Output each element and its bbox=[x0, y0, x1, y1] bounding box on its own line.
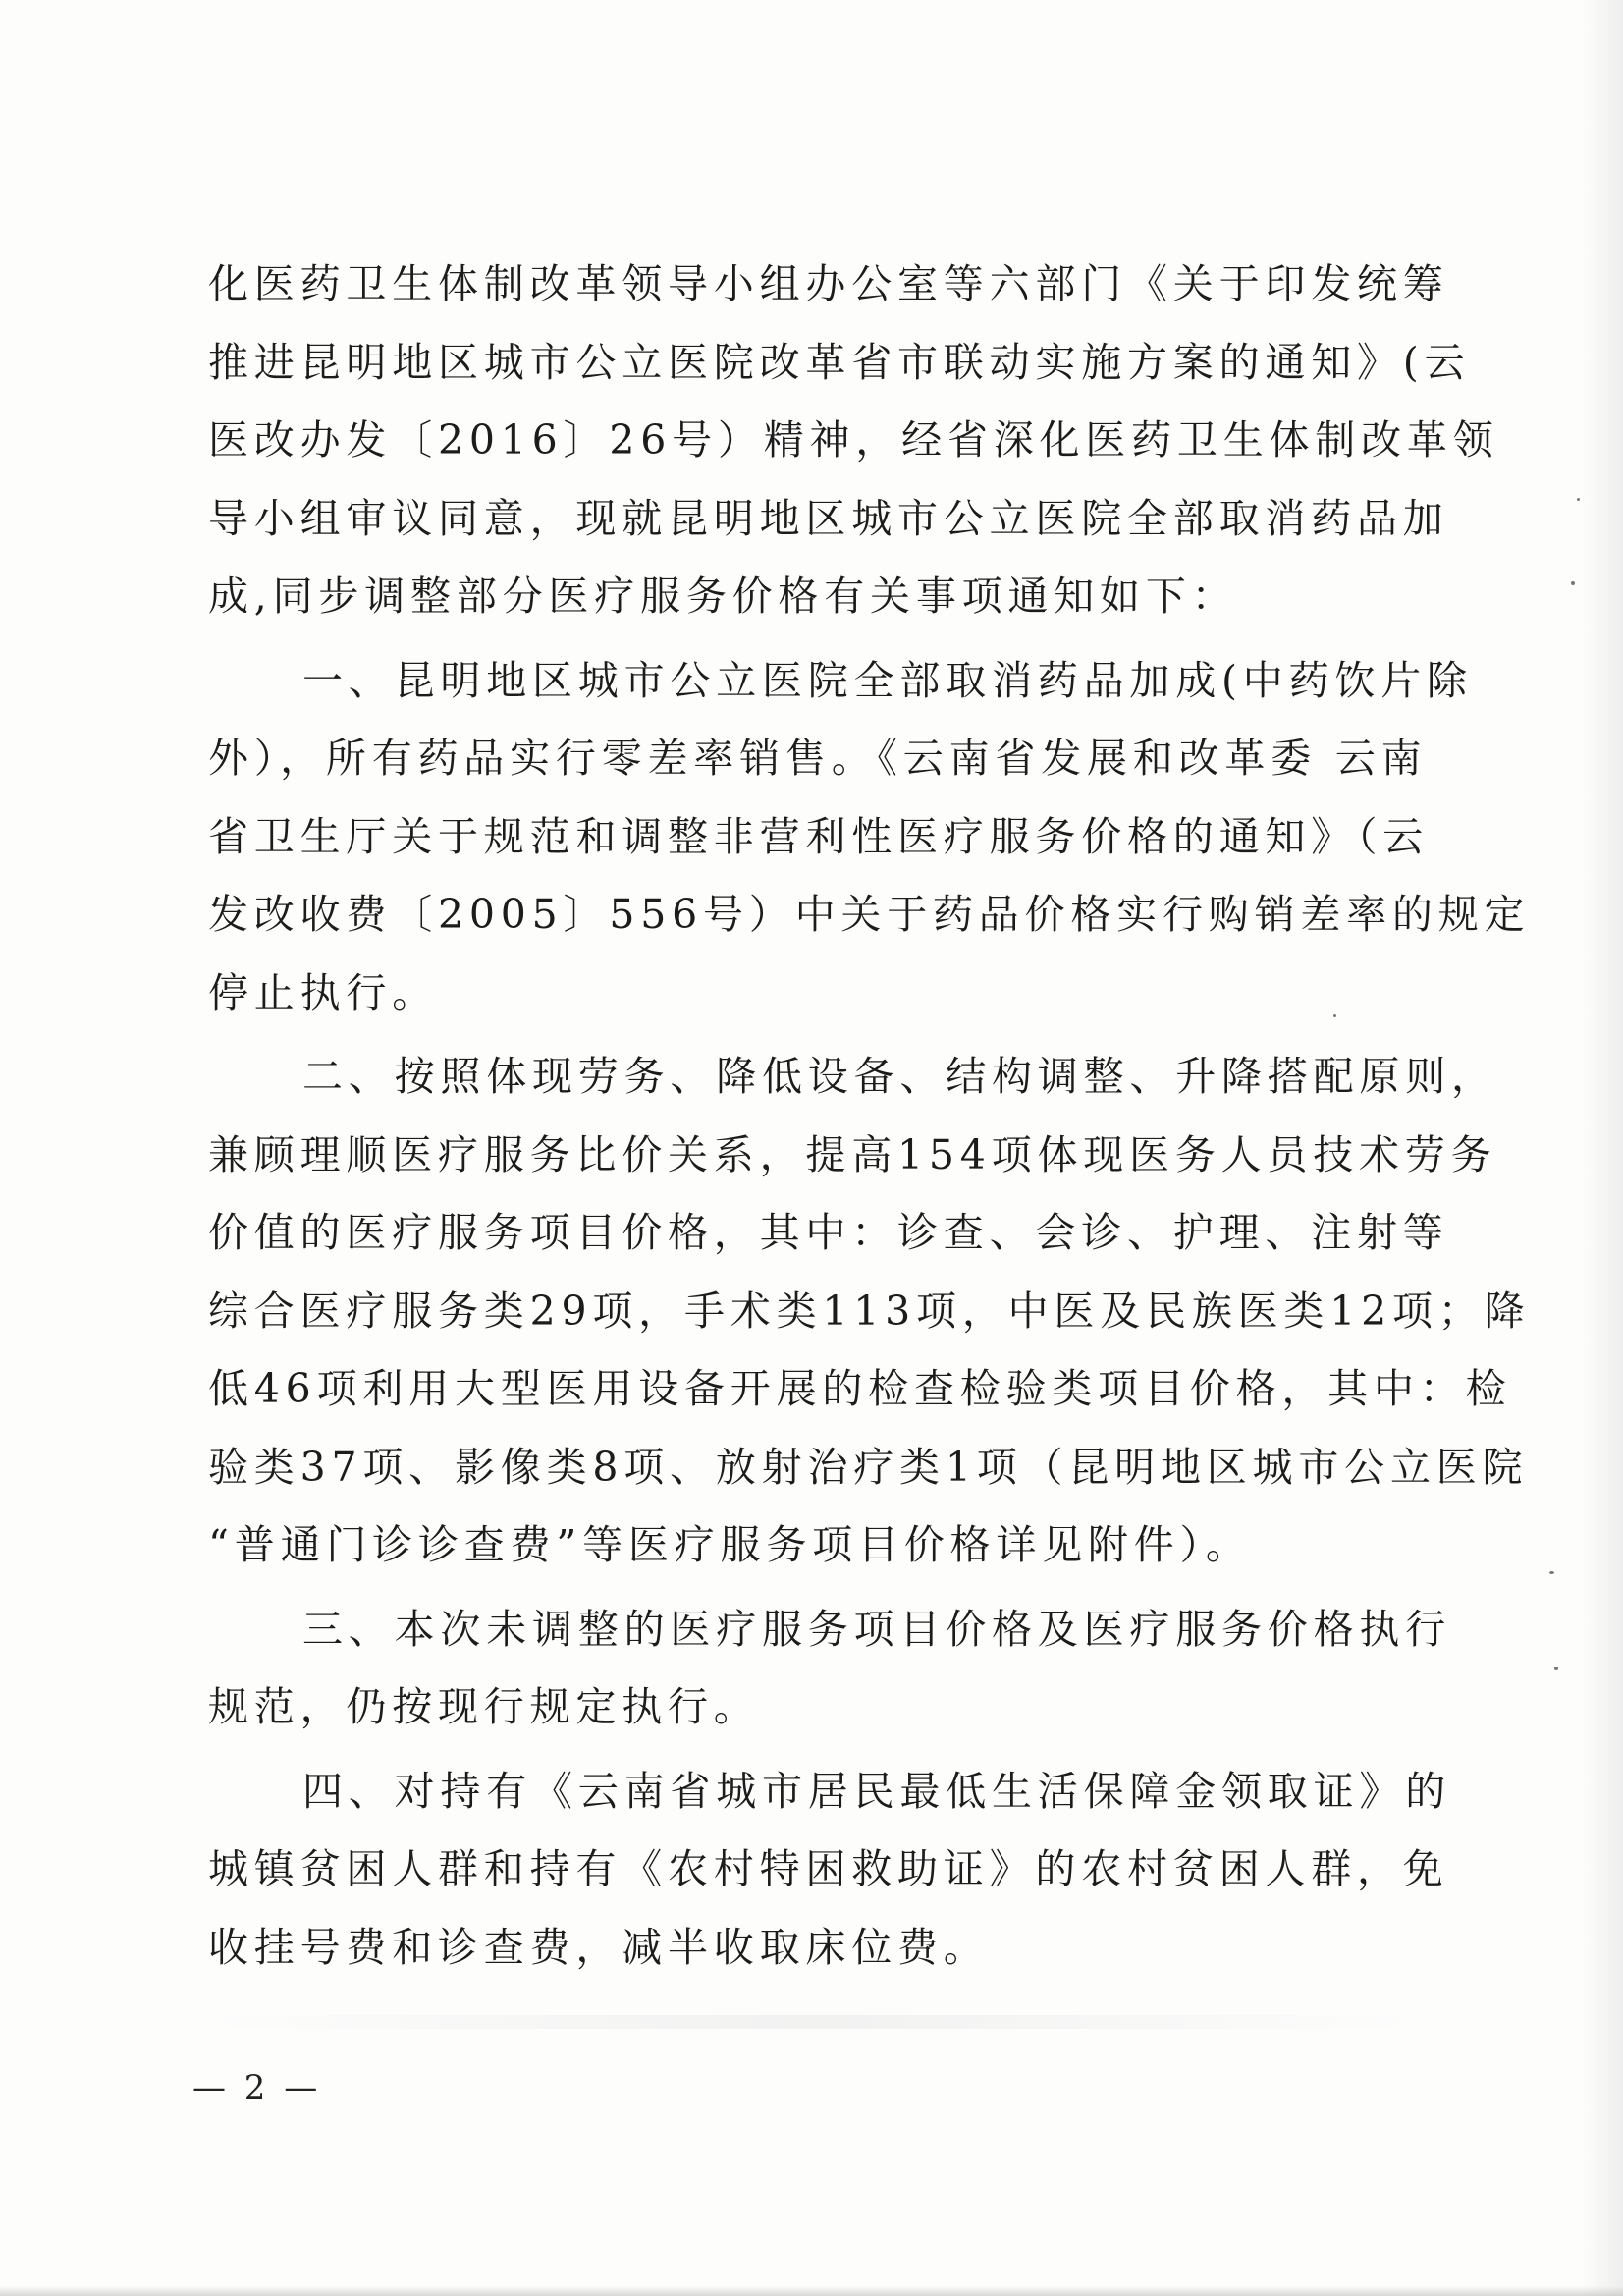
text-line: 停止执行。 bbox=[208, 968, 438, 1016]
paragraph-item-4 bbox=[208, 1753, 1451, 1988]
text-line: 一、昆明地区城市公立医院全部取消药品加成(中药饮片除 bbox=[302, 656, 1473, 704]
scan-speck bbox=[1571, 581, 1575, 585]
page-number: — 2 — bbox=[192, 2068, 322, 2107]
text-line: 推进昆明地区城市公立医院改革省市联动实施方案的通知》(云 bbox=[208, 338, 1471, 386]
text-line: 兼顾理顺医疗服务比价关系，提高154项体现医务人员技术劳务 bbox=[208, 1130, 1497, 1178]
text-line: 三、本次未调整的医疗服务项目价格及医疗服务价格执行 bbox=[302, 1605, 1451, 1653]
paragraph-intro bbox=[208, 246, 1499, 636]
text-line: 二、按照体现劳务、降低设备、结构调整、升降搭配原则， bbox=[302, 1053, 1497, 1100]
paragraph-item-1 bbox=[208, 642, 1531, 1033]
text-line: 化医药卫生体制改革领导小组办公室等六部门《关于印发统筹 bbox=[208, 260, 1449, 307]
scan-edge-shadow bbox=[1582, 0, 1623, 2296]
text-line: 验类37项、影像类8项、放射治疗类1项（昆明地区城市公立医院 bbox=[208, 1443, 1529, 1491]
text-line: 规范，仍按现行规定执行。 bbox=[208, 1683, 760, 1730]
text-line: “普通门诊诊查费”等医疗服务项目价格详见附件）。 bbox=[208, 1521, 1252, 1568]
paragraph-item-2 bbox=[208, 1038, 1531, 1585]
text-line: 四、对持有《云南省城市居民最低生活保障金领取证》的 bbox=[302, 1767, 1451, 1815]
text-line: 省卫生厅关于规范和调整非营利性医疗服务价格的通知》（云 bbox=[208, 812, 1430, 860]
text-line: 城镇贫困人群和持有《农村特困救助证》的农村贫困人群，免 bbox=[208, 1845, 1449, 1892]
scan-speck bbox=[1554, 1667, 1558, 1670]
text-line: 低46项利用大型医用设备开展的检查检验类项目价格，其中：检 bbox=[208, 1365, 1512, 1412]
text-line: 外），所有药品实行零差率销售。《云南省发展和改革委 云南 bbox=[208, 735, 1428, 782]
text-line: 收挂号费和诊查费，减半收取床位费。 bbox=[208, 1923, 990, 1971]
scan-bottom-shadow bbox=[0, 2286, 1623, 2296]
scan-speck bbox=[1549, 1571, 1554, 1574]
text-line: 成,同步调整部分医疗服务价格有关事项通知如下： bbox=[208, 573, 1238, 620]
paragraph-item-3 bbox=[208, 1591, 1451, 1747]
text-line: 发改收费〔2005〕556号）中关于药品价格实行购销差率的规定 bbox=[208, 891, 1531, 938]
text-line: 导小组审议同意，现就昆明地区城市公立医院全部取消药品加 bbox=[208, 494, 1449, 542]
text-line: 综合医疗服务类29项，手术类113项，中医及民族医类12项；降 bbox=[208, 1286, 1531, 1335]
bleed-through-mark bbox=[208, 2015, 1416, 2029]
text-line: 价值的医疗服务项目价格，其中：诊查、会诊、护理、注射等 bbox=[208, 1209, 1449, 1256]
scan-speck bbox=[1577, 498, 1580, 501]
body-text bbox=[208, 246, 1531, 1987]
text-line: 医改办发〔2016〕26号）精神，经省深化医药卫生体制改革领 bbox=[208, 416, 1499, 464]
